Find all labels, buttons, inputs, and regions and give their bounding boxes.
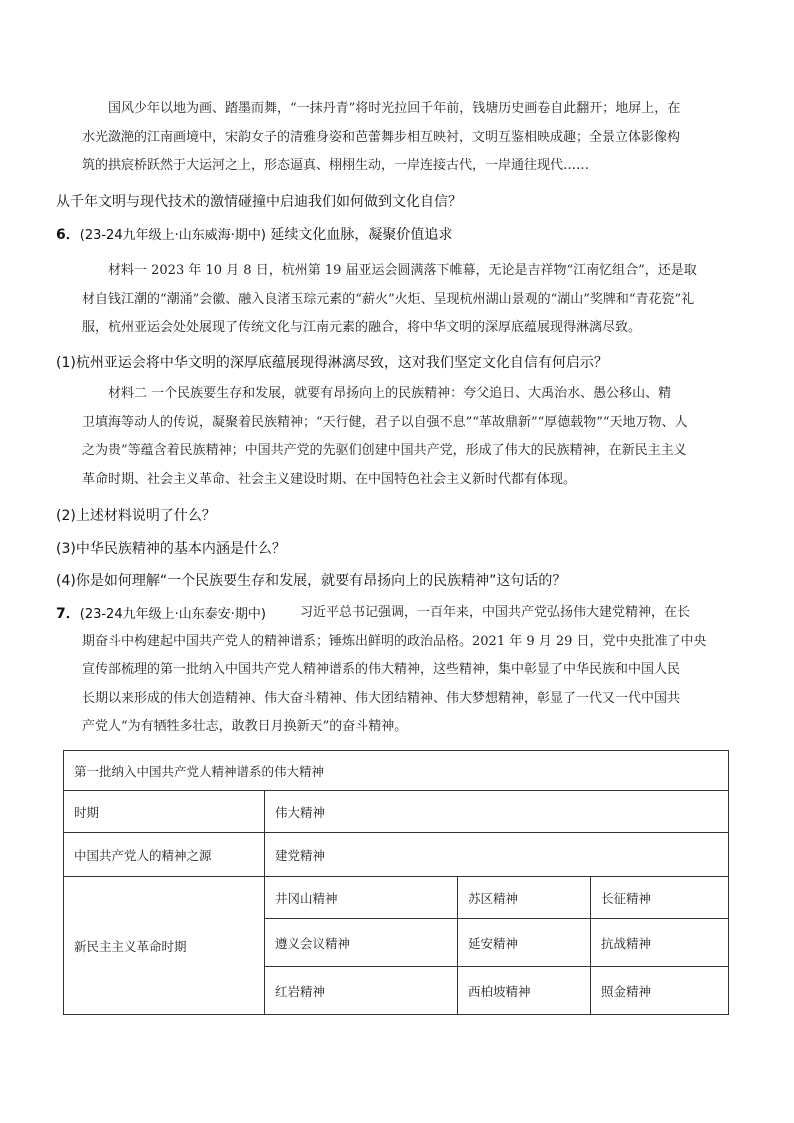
question-6-4: (4)你是如何理解“一个民族要生存和发展，就要有昂扬向上的民族精神”这句话的？: [56, 573, 567, 589]
table-row: [64, 751, 729, 791]
material-line: 革命时期、社会主义革命、社会主义建设时期、在中国特色社会主义新时代都有体现。: [82, 471, 577, 487]
material-line: 之为贵”等蕴含着民族精神；中国共产党的先驱们创建中国共产党，形成了伟大的民族精神，在新民主主义: [82, 443, 687, 458]
question-number: 6．: [56, 227, 80, 243]
table-cell-source-spirit: 建党精神: [265, 833, 729, 877]
table-cell: 长征精神: [591, 877, 729, 919]
question-source: (23-24九年级上·山东威海·期中): [79, 228, 266, 243]
question-title: 延续文化血脉，凝聚价值追求: [270, 227, 453, 243]
table-cell: 井冈山精神: [265, 877, 458, 919]
table-header-spirit: 伟大精神: [265, 791, 729, 833]
material-one: [82, 257, 734, 343]
table-title: 第一批纳入中国共产党人精神谱系的伟大精神: [64, 751, 729, 791]
table-cell: 苏区精神: [458, 877, 591, 919]
question-7-body: [79, 599, 734, 742]
paragraph-line: 产党人“为有牺牲多壮志，敢教日月换新天”的奋斗精神。: [82, 719, 408, 734]
material-line: 材料一 2023 年 10 月 8 日，杭州第 19 届亚运会圆满落下帷幕，无论是吉祥物“江南忆组合”，还是取: [108, 263, 697, 278]
paragraph-line: 宣传部梳理的第一批纳入中国共产党人精神谱系的伟大精神，这些精神，集中彰显了中华民族和中国人民: [82, 662, 681, 677]
question-source: (23-24九年级上·山东泰安·期中): [79, 607, 266, 622]
table-row: [64, 877, 729, 919]
table-cell: 红岩精神: [265, 967, 458, 1015]
paragraph-line: 习近平总书记强调，一百年来，中国共产党弘扬伟大建党精神，在长: [300, 605, 691, 620]
table-header-period: 时期: [64, 791, 265, 833]
spirit-table: [63, 750, 729, 1015]
paragraph-line: 期奋斗中构建起中国共产党人的精神谱系；锤炼出鲜明的政治品格。2021 年 9 月 29 日，党中央批准了中央: [82, 633, 707, 649]
material-line: 材自钱江潮的“潮涌”会徽、融入良渚玉琮元素的“薪火”火炬、呈现杭州湖山景观的“湖山”奖牌和“青花瓷”礼: [82, 291, 695, 307]
question-number: 7．: [56, 606, 80, 622]
table-cell: 西柏坡精神: [458, 967, 591, 1015]
table-cell: 延安精神: [458, 919, 591, 967]
table-cell: 抗战精神: [591, 919, 729, 967]
intro-paragraph: [82, 95, 734, 181]
material-line: 服，杭州亚运会处处展现了传统文化与江南元素的融合，将中华文明的深厚底蕴展现得淋漓尽致。: [82, 320, 642, 335]
question-6-heading: [56, 225, 746, 246]
table-cell-source-label: 中国共产党人的精神之源: [64, 833, 265, 877]
paragraph-line: 筑的拱宸桥跃然于大运河之上，形态逼真、栩栩生动，一岸连接古代，一岸通往现代……: [82, 158, 590, 173]
table-cell: 照金精神: [591, 967, 729, 1015]
table-cell: 遵义会议精神: [265, 919, 458, 967]
material-two: [82, 380, 734, 494]
paragraph-line: 国风少年以地为画、踏墨而舞，“一抹丹青”将时光拉回千年前，钱塘历史画卷自此翻开；地屏上，在: [108, 101, 681, 116]
material-line: 卫填海等动人的传说，凝聚着民族精神；“天行健，君子以自强不息”“革故鼎新”“厚德载物”“天地万物、人: [82, 414, 688, 430]
question-6-1: (1)杭州亚运会将中华文明的深厚底蕴展现得淋漓尽致，这对我们坚定文化自信有何启示？: [56, 355, 608, 371]
paragraph-line: 长期以来形成的伟大创造精神、伟大奋斗精神、伟大团结精神、伟大梦想精神，彰显了一代又一代中国共: [82, 690, 681, 706]
material-line: 材料二 一个民族要生存和发展，就要有昂扬向上的民族精神：夸父追日、大禹治水、愚公移山、精: [108, 386, 672, 401]
question-6-2: (2)上述材料说明了什么？: [56, 508, 216, 524]
culture-question: 从千年文明与现代技术的激情碰撞中启迪我们如何做到文化自信？: [56, 194, 462, 210]
table-row: [64, 791, 729, 833]
question-6-3: (3)中华民族精神的基本内涵是什么？: [56, 541, 286, 557]
table-row: [64, 833, 729, 877]
table-cell-era-label: 新民主主义革命时期: [64, 877, 265, 1015]
paragraph-line: 水光潋滟的江南画境中，宋韵女子的清雅身姿和芭蕾舞步相互映衬，文明互鉴相映成趣；全景立体影像构: [82, 129, 681, 145]
